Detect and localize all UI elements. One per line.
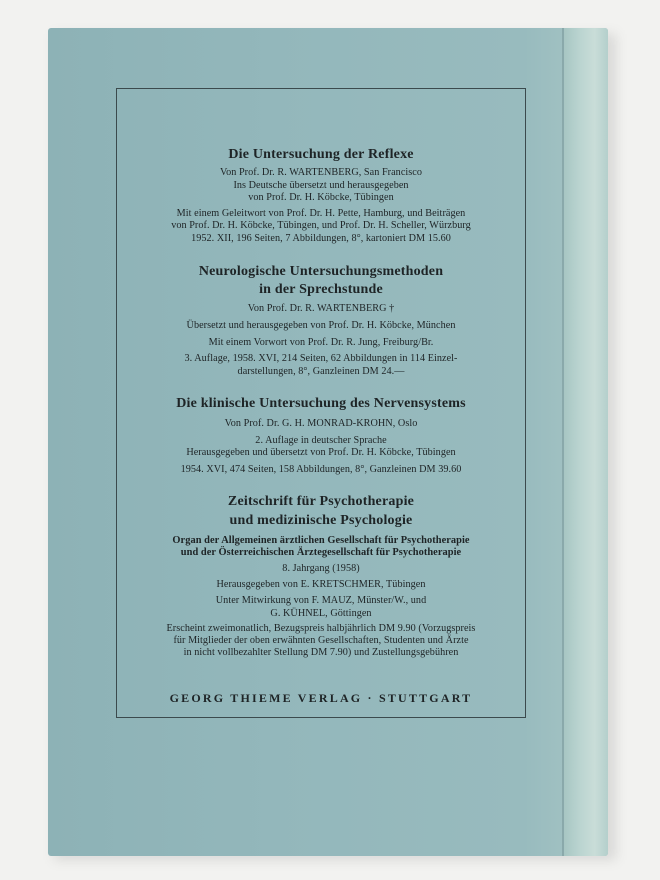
section-4-line: Erscheint zweimonatlich, Bezugspreis halbjährlich DM 9.90 (Vorzugspreis: [166, 623, 476, 634]
section-3-line: 2. Auflage in deutscher Sprache: [255, 435, 387, 446]
publisher-imprint: GEORG THIEME VERLAG · STUTTGART: [169, 691, 473, 705]
section-4-bold-line: Organ der Allgemeinen ärztlichen Gesellschaft für Psychotherapie: [172, 535, 470, 546]
section-4-title-line-2: und medizinische Psychologie: [229, 513, 413, 528]
section-2-line: Von Prof. Dr. R. WARTENBERG †: [247, 303, 395, 314]
section-4-bold-line: und der Österreichischen Ärztegesellschaft für Psychotherapie: [180, 547, 462, 558]
section-3-line: 1954. XVI, 474 Seiten, 158 Abbildungen, 8°, Ganzleinen DM 39.60: [180, 464, 462, 475]
section-3-line: Von Prof. Dr. G. H. MONRAD-KROHN, Oslo: [224, 418, 418, 429]
section-1-line: von Prof. Dr. H. Köbcke, Tübingen: [248, 192, 394, 203]
section-4-line: 8. Jahrgang (1958): [282, 563, 360, 574]
section-2-title-line-2: in der Sprechstunde: [259, 282, 383, 297]
section-3-line: Herausgegeben und übersetzt von Prof. Dr. H. Köbcke, Tübingen: [186, 447, 456, 458]
section-2-line: Mit einem Vorwort von Prof. Dr. R. Jung, Freiburg/Br.: [208, 337, 434, 348]
section-1-line: 1952. XII, 196 Seiten, 7 Abbildungen, 8°, kartoniert DM 15.60: [191, 233, 451, 244]
section-2-line: darstellungen, 8°, Ganzleinen DM 24.—: [237, 366, 405, 377]
book-spine: [564, 28, 608, 856]
section-2-title-line-1: Neurologische Untersuchungsmethoden: [198, 264, 444, 279]
section-3-title: Die klinische Untersuchung des Nervensystems: [176, 396, 466, 411]
section-1-line: Von Prof. Dr. R. WARTENBERG, San Francisco: [219, 167, 423, 178]
section-4-line: für Mitglieder der oben erwähnten Gesellschaften, Studenten und Ärzte: [173, 635, 469, 646]
text-frame: [116, 88, 526, 718]
book-back-cover: [48, 28, 608, 856]
section-1-title: Die Untersuchung der Reflexe: [228, 147, 414, 162]
section-4-line: Herausgegeben von E. KRETSCHMER, Tübingen: [216, 579, 426, 590]
section-4-line: G. KÜHNEL, Göttingen: [270, 608, 372, 619]
section-4-title-line-1: Zeitschrift für Psychotherapie: [227, 494, 415, 509]
section-4-line: Unter Mitwirkung von F. MAUZ, Münster/W., und: [215, 595, 427, 606]
section-1-line: Mit einem Geleitwort von Prof. Dr. H. Pette, Hamburg, und Beiträgen: [176, 208, 466, 219]
section-2-line: 3. Auflage, 1958. XVI, 214 Seiten, 62 Abbildungen in 114 Einzel-: [184, 353, 458, 364]
section-1-line: Ins Deutsche übersetzt und herausgegeben: [233, 180, 409, 191]
section-1-line: von Prof. Dr. H. Köbcke, Tübingen, und Prof. Dr. H. Scheller, Würzburg: [171, 220, 471, 231]
section-2-line: Übersetzt und herausgegeben von Prof. Dr. H. Köbcke, München: [186, 320, 456, 331]
section-4-line: in nicht vollbezahlter Stellung DM 7.90) und Zustellungsgebühren: [183, 647, 459, 658]
